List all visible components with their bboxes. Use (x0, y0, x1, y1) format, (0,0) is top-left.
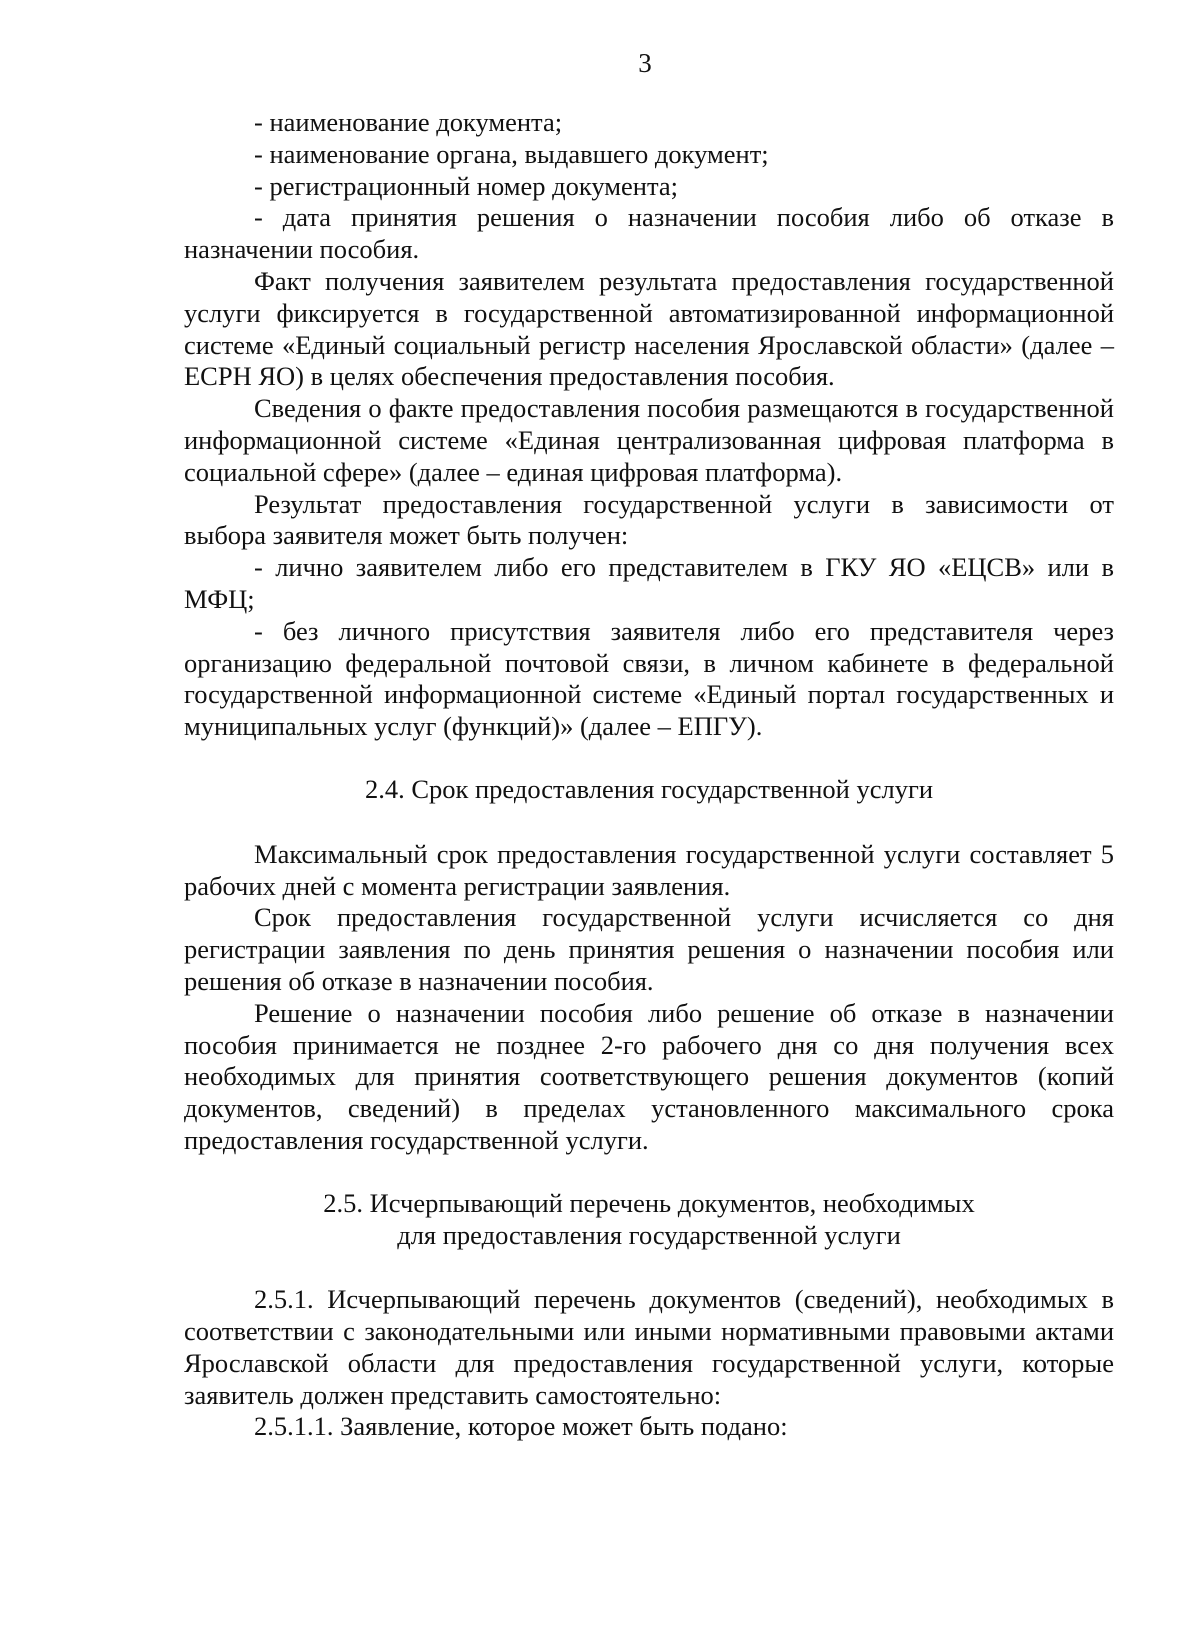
page-number: 3 (638, 48, 652, 78)
paragraph-decision-deadline: Решение о назначении пособия либо решение об отказе в назначении пособия принимается не позднее 2-го рабочего дня со дня получения всех необходимых для принятия соответствующего решения документов (копий документов, сведений) в пределах установленного максимального срока предоставления государственной услуги. (184, 997, 1114, 1155)
section-heading-2-5-line-1: 2.5. Исчерпывающий перечень документов, необходимых (323, 1187, 975, 1218)
list-item-remote: - без личного присутствия заявителя либо его представителя через организацию федеральной почтовой связи, в личном кабинете в федеральной государственной информационной системе «Единый портал государственных и муниципальных услуг (функций)» (далее – ЕПГУ). (184, 615, 1114, 742)
list-item-decision-date: - дата принятия решения о назначении пособия либо об отказе в назначении пособия. (184, 202, 1114, 265)
document-body (184, 107, 1114, 1443)
section-heading-2-5 (184, 1188, 1114, 1252)
section-heading-2-5-line-2: для предоставления государственной услуги (397, 1219, 901, 1250)
paragraph-result-fixation: Факт получения заявителем результата предоставления государственной услуги фиксируется в государственной автоматизированной информационной системе «Единый социальный регистр населения Ярославской области» (далее – ЕСРН ЯО) в целях обеспечения предоставления пособия. (184, 265, 1114, 392)
paragraph-2-5-1-1: 2.5.1.1. Заявление, которое может быть подано: (254, 1411, 788, 1442)
list-item-issuing-authority: - наименование органа, выдавшего документ; (254, 138, 769, 169)
paragraph-info-placement: Сведения о факте предоставления пособия размещаются в государственной информационной системе «Единая централизованная цифровая платформа в социальной сфере» (далее – единая цифровая платформа). (184, 393, 1114, 487)
list-item-document-name: - наименование документа; (254, 107, 563, 137)
section-heading-2-4: 2.4. Срок предоставления государственной услуги (364, 773, 934, 804)
paragraph-max-term: Максимальный срок предоставления государственной услуги составляет 5 рабочих дней с момента регистрации заявления. (184, 838, 1114, 901)
paragraph-2-5-1: 2.5.1. Исчерпывающий перечень документов (сведений), необходимых в соответствии с законодательными или иными нормативными правовыми актами Ярославской области для предоставления государственной услуги, которые заявитель должен представить самостоятельно: (184, 1284, 1114, 1410)
list-item-in-person: - лично заявителем либо его представителем в ГКУ ЯО «ЕЦСВ» или в МФЦ; (184, 552, 1114, 614)
paragraph-result-delivery: Результат предоставления государственной услуги в зависимости от выбора заявителя может быть получен: (184, 488, 1114, 551)
paragraph-term-calculation: Срок предоставления государственной услуги исчисляется со дня регистрации заявления по день принятия решения о назначении пособия или решения об отказе в назначении пособия. (184, 902, 1114, 996)
list-item-registration-number: - регистрационный номер документа; (254, 170, 678, 201)
